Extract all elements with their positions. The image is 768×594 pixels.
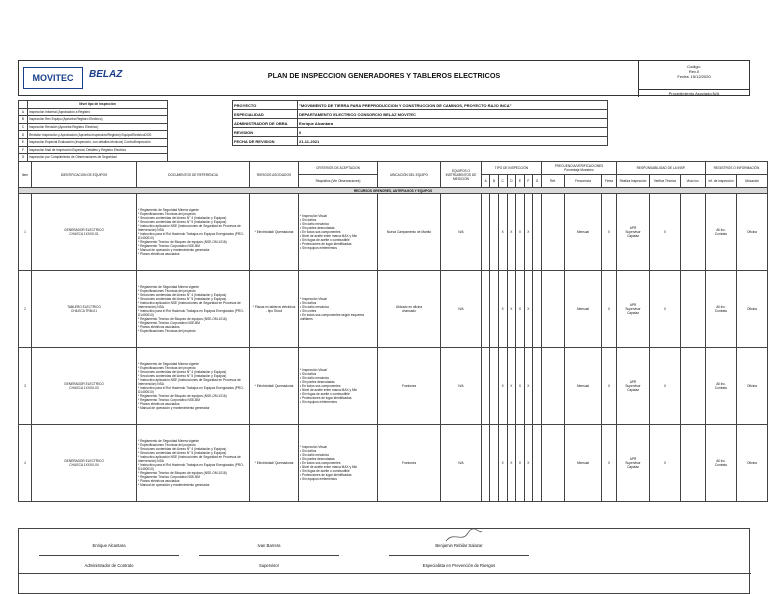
project-row — [233, 101, 608, 110]
cell-tipo: X — [507, 194, 516, 271]
col-documentos: DOCUMENTOS DE REFERENCIA — [137, 162, 250, 188]
cell-informe: All Inc. Contrato — [706, 425, 737, 502]
signatory-name: Enrique Alcantara — [92, 543, 126, 548]
levels-title: Nivel tipo de Inspección — [28, 101, 168, 109]
cell-tipo: X — [498, 425, 507, 502]
cell-tipo: X — [507, 348, 516, 425]
level-code: E — [19, 138, 28, 146]
level-row — [19, 108, 168, 116]
cell-firma: X — [602, 194, 617, 271]
col-ubicacion: UBICACIÓN DEL EQUIPO — [378, 162, 441, 188]
col-riesgos: RIESGOS ASOCIADOS — [250, 162, 299, 188]
signature-line — [199, 555, 339, 556]
code-box — [638, 61, 749, 97]
project-row — [233, 110, 608, 119]
project-value: "MOVIMIENTO DE TIERRA PARA PREPRODUCCION Y CONSTRUCCION DE CAMINOS, PROYECTO RAJO INCA" — [298, 101, 608, 110]
cell-tipo — [482, 348, 490, 425]
cell-riesgos: * Electricidad/ Quemaduras — [250, 348, 299, 425]
signatory-role: Supervisor — [258, 563, 279, 568]
cell-tipo — [482, 425, 490, 502]
signatory-role: Especialista en Prevención de Riesgos — [422, 563, 496, 568]
cell-ubic: Oficina — [737, 271, 768, 348]
level-description: Inspección Revisión (Aprueba Registro Electrico) — [28, 123, 168, 131]
level-description: Inspección por Cumplimiento de Observaciones de Seguridad — [28, 154, 168, 162]
cell-documentos: * Reglamento de Seguridad Minera vigente * Especificaciones Técnicas del proyecto * Secciones contenidas del Anexo N° 4 (Instalación y Equipos) * Secciones contenidas del Anexo N° 5 (Instalación y Equipos) * Instructivo aplicación NSE (Instrucciones de Seguridad en Procesos de Intervención) NSA * Instructivo para el Rol Haciendo Trabajos en Equipos Energizados (PRO-D1400010) * Reglamento Técnico de Bloqueo de equipos (NSE-OM-1016) * Reglamento Técnico Corporativo NSE-BM * Planos eléctricos asociados * Manual de operación y mantenimiento generador — [137, 425, 250, 502]
table-row — [19, 348, 768, 425]
signature-line — [389, 555, 529, 556]
cell-frecuencia: Mensual — [565, 271, 602, 348]
document-sheet — [18, 60, 760, 594]
level-description: Revisión Inspección y Aprobación (Aprueba Inspección/Registro) Equipo/ElectricoDOS — [28, 131, 168, 139]
level-row — [19, 146, 168, 154]
cell-documentos: * Reglamento de Seguridad Minera vigente * Especificaciones Técnicas del proyecto * Secciones contenidas del Anexo N° 4 (Instalación y Equipos) * Secciones contenidas del Anexo N° 5 (Instalación y Equipos) * Instructivo aplicación NSE (Instrucciones de Seguridad en Procesos de Intervención) NSA * Instructivo para el Rol Haciendo Trabajos en Equipos Energizados (PRO-D1400010) * Reglamento Técnico de Bloqueo de equipos (NSE-OM-1016) * Reglamento Técnico Corporativo NSE-BM * Planos eléctricos asociados * Manual de operación y mantenimiento generador — [137, 348, 250, 425]
cell-frecuencia: Mensual — [565, 425, 602, 502]
cell-frecuencia: Mensual — [565, 194, 602, 271]
tipo-b: B — [490, 175, 498, 188]
col-criterios: CRITERIOS DE ACEPTACION — [299, 162, 378, 175]
tipo-g: G — [533, 175, 542, 188]
project-key: REVISION — [233, 128, 298, 137]
col-criterios-sub: Requisitos (Ver Observaciones) — [299, 175, 378, 188]
level-description: Inspección Especial Evaluación (Inspección, con detalles técnicos) Control/Inspección — [28, 138, 168, 146]
inspection-plan-table — [18, 161, 768, 502]
cell-ubic: Oficina — [737, 194, 768, 271]
project-row — [233, 137, 608, 146]
cell-tipo: X — [507, 271, 516, 348]
resp-realiza: Realiza Inspección — [617, 175, 650, 188]
cell-equipos: N/A — [441, 271, 482, 348]
cell-item: 2 — [19, 271, 32, 348]
cell-tipo: X — [524, 194, 532, 271]
level-code: C — [19, 123, 28, 131]
cell-equipos: N/A — [441, 348, 482, 425]
levels-header-row — [19, 101, 168, 109]
col-frecuencia — [542, 162, 617, 175]
cell-tipo: X — [507, 425, 516, 502]
document-title: PLAN DE INSPECCION GENERADORES Y TABLEROS ELECTRICOS — [267, 71, 501, 80]
cell-firma: X — [602, 425, 617, 502]
project-value: DEPARTAMENTO ELECTRICO CONSORCIO BELAZ MOVITEC — [298, 110, 608, 119]
project-key: PROYECTO — [233, 101, 298, 110]
project-row — [233, 119, 608, 128]
cell-verifica: X — [650, 194, 681, 271]
level-code: D — [19, 131, 28, 139]
cell-identificacion: TABLERO ELECTRICO CHILECA TRM-01 — [32, 271, 137, 348]
tipo-c: C — [498, 175, 507, 188]
frecuencia-title: FRECUENCIA/VERIFICACIONES — [554, 164, 604, 168]
cell-ref — [542, 348, 565, 425]
frec-firma: Firma — [602, 175, 617, 188]
cell-item: 4 — [19, 425, 32, 502]
level-description: Inspección final de Inspección Especial, Detalles y Registro Electrico — [28, 146, 168, 154]
procedure-label: Procedimiento Asociado:N/A — [639, 89, 749, 97]
signatory-name: Benjamin Rebilar Salazar — [435, 543, 483, 548]
level-row — [19, 123, 168, 131]
cell-criterios: * Inspección Visual • Sin daños • Sin daño mecánico • Sin partes desnudadas • En todos sus componentes • Nivel de aceite entre marca MAX y Min • Sin fugas de aceite o combustible • Protecciones de lugar identificadas • Sin equipos e/elementos — [299, 194, 378, 271]
cell-tipo — [490, 425, 498, 502]
project-key: FECHA DE REVISION — [233, 137, 298, 146]
cell-frecuencia: Mensual — [565, 348, 602, 425]
cell-tipo — [533, 425, 542, 502]
cell-criterios: * Inspección Visual • Sin daños • Sin daño mecánico • Sin partes desnudadas • En todos sus componentes • Nivel de aceite entre marca MAX y Min • Sin fugas de aceite o combustible • Protecciones de lugar identificadas • Sin equipos e/elementos — [299, 348, 378, 425]
col-identificacion: IDENTIFICACION DE EQUIPOS — [32, 162, 137, 188]
cell-visto — [681, 425, 706, 502]
document-header — [18, 60, 750, 96]
signature-line — [39, 555, 179, 556]
section-title: RECURSOS GRENORES, ANTEPIAGOS Y EQUIPOS — [19, 188, 768, 194]
level-code: B — [19, 116, 28, 124]
cell-ubicacion: Frontones — [378, 425, 441, 502]
frecuencia-sub: Porcentaje Muestreo — [564, 168, 594, 172]
cell-tipo: X — [524, 271, 532, 348]
cell-ubic: Oficina — [737, 425, 768, 502]
cell-item: 1 — [19, 194, 32, 271]
cell-visto — [681, 194, 706, 271]
reg-informe: Inf. de Inspección — [706, 175, 737, 188]
project-key: ADMINISTRADOR DE OBRA — [233, 119, 298, 128]
cell-firma: X — [602, 348, 617, 425]
frec-ref: Ref. — [542, 175, 565, 188]
cell-criterios: * Inspección Visual • Sin daños • Sin daño mecánico • Sin partes desnudadas • En todos sus componentes • Nivel de aceite entre marca MAX y Min • Sin fugas de aceite o combustible • Protecciones de lugar identificadas • Sin equipos e/elementos — [299, 425, 378, 502]
cell-tipo — [490, 271, 498, 348]
cell-visto — [681, 348, 706, 425]
handwritten-signature — [444, 529, 484, 543]
project-value: 21-11-2021 — [298, 137, 608, 146]
cell-tipo: X — [516, 194, 524, 271]
cell-firma: X — [602, 271, 617, 348]
project-value: 0 — [298, 128, 608, 137]
cell-informe: All Inc. Contrato — [706, 348, 737, 425]
code-label: Codigo: — [687, 64, 701, 69]
cell-tipo — [533, 194, 542, 271]
level-code: F — [19, 146, 28, 154]
cell-documentos: * Reglamento de Seguridad Minera vigente * Especificaciones Técnicas del proyecto * Secciones contenidas del Anexo N° 4 (Instalación y Equipos) * Secciones contenidas del Anexo N° 5 (Instalación y Equipos) * Instructivo aplicación NSE (Instrucciones de Seguridad en Procesos de Intervención) NSA * Instructivo para el Rol Haciendo Trabajos en Equipos Energizados (PRO-D1400010) * Reglamento Técnico de Bloqueo de equipos (NSE-OM-1016) * Reglamento Técnico Corporativo NSE-BM * Planos eléctricos asociados * Especificaciones Técnicas del proyecto — [137, 271, 250, 348]
inspection-levels-table — [18, 100, 168, 162]
company-logos — [23, 67, 149, 89]
level-row — [19, 116, 168, 124]
signature-block — [18, 528, 750, 594]
level-row — [19, 138, 168, 146]
cell-ref — [542, 271, 565, 348]
level-description: Inspección Rev Equipo (Aprueba Registro Electrico) — [28, 116, 168, 124]
cell-visto — [681, 271, 706, 348]
cell-realiza: APR Supervisor Capataz — [617, 425, 650, 502]
resp-verifica: Verifica Técnico — [650, 175, 681, 188]
cell-item: 3 — [19, 348, 32, 425]
cell-informe: All Inc. Contrato — [706, 271, 737, 348]
cell-tipo: X — [498, 194, 507, 271]
table-header-row — [19, 162, 768, 175]
cell-realiza: APR Supervisor Capataz — [617, 348, 650, 425]
cell-ubic: Oficina — [737, 348, 768, 425]
cell-tipo: X — [516, 348, 524, 425]
resp-visto: Visto Inc. — [681, 175, 706, 188]
cell-tipo — [482, 194, 490, 271]
belaz-logo: BELAZ — [89, 69, 123, 80]
cell-riesgos: * Electricidad/ Quemaduras — [250, 425, 299, 502]
cell-tipo — [533, 271, 542, 348]
level-code: A — [19, 108, 28, 116]
tipo-f: F — [524, 175, 532, 188]
cell-ref — [542, 194, 565, 271]
table-row — [19, 194, 768, 271]
tipo-a: A — [482, 175, 490, 188]
cell-ref — [542, 425, 565, 502]
cell-tipo: X — [516, 271, 524, 348]
col-equipos: EQUIPOS O INSTRUMENTOS DE MEDICIÓN — [441, 162, 482, 188]
tipo-e: E — [516, 175, 524, 188]
cell-ubicacion: Nueva Campamento de Mantto — [378, 194, 441, 271]
cell-riesgos: * Placas en tableros eléctricos - tipo Shoul — [250, 271, 299, 348]
cell-ubicacion: Ubicado en oficina chancado — [378, 271, 441, 348]
cell-tipo — [533, 348, 542, 425]
cell-tipo — [490, 348, 498, 425]
cell-verifica: X — [650, 425, 681, 502]
cell-ubicacion: Frontones — [378, 348, 441, 425]
cell-identificacion: GENERADOR ELECTRICO CHILECA 1XXXX-01 — [32, 194, 137, 271]
cell-verifica: X — [650, 271, 681, 348]
cell-tipo: X — [498, 348, 507, 425]
reg-ubicacion: Ubicación — [737, 175, 768, 188]
frec-frecuencia: Frecuencia — [565, 175, 602, 188]
cell-realiza: APR Supervisor Capataz — [617, 271, 650, 348]
signatory-role: Administrador de Contrato — [84, 563, 134, 568]
cell-identificacion: GENERADOR ELECTRICO CHILECA 1XXXX-04 — [32, 425, 137, 502]
level-row — [19, 131, 168, 139]
col-registros: REGISTROS O INFORMACIÓN — [706, 162, 768, 175]
project-info-table — [232, 100, 608, 146]
table-row — [19, 271, 768, 348]
revision-label: Rev.0 — [688, 69, 700, 74]
cell-tipo — [490, 194, 498, 271]
cell-tipo — [482, 271, 490, 348]
signature-divider — [19, 573, 751, 574]
movitec-logo: MOVITEC — [23, 67, 83, 89]
cell-documentos: * Reglamento de Seguridad Minera vigente * Especificaciones Técnicas del proyecto * Secciones contenidas del Anexo N° 4 (Instalación y Equipos) * Secciones contenidas del Anexo N° 5 (Instalación y Equipos) * Instructivo aplicación NSE (Instrucciones de Seguridad en Procesos de Intervención) NSA * Instructivo para el Rol Haciendo Trabajos en Equipos Energizados (PRO-D1400010) * Reglamento Técnico de Bloqueo de equipos (NSE-OM-1016) * Reglamento Técnico Corporativo NSE-BM * Manual de operación y mantenimiento generador * Planos eléctricos asociados — [137, 194, 250, 271]
date-label: Fecha: 15/12/2020 — [677, 74, 711, 79]
project-value: Enrique Alcantara — [298, 119, 608, 128]
tipo-d: D — [507, 175, 516, 188]
signatory-name: Ivan Barrera — [257, 543, 281, 548]
cell-informe: All Inc. Contrato — [706, 194, 737, 271]
col-tipo-inspeccion: TIPO DE INSPECCIÓN — [482, 162, 542, 175]
project-key: ESPECIALIDAD — [233, 110, 298, 119]
cell-realiza: APR Supervisor Capataz — [617, 194, 650, 271]
cell-tipo: X — [498, 271, 507, 348]
levels-header-blank — [19, 101, 28, 109]
cell-tipo: X — [524, 348, 532, 425]
cell-tipo: X — [524, 425, 532, 502]
cell-equipos: N/A — [441, 425, 482, 502]
col-item: Item — [19, 162, 32, 188]
cell-equipos: N/A — [441, 194, 482, 271]
project-row — [233, 128, 608, 137]
cell-criterios: * Inspección Visual • Sin daños • Sin daño mecánico • Sin cortes • En todos sus componentes según esquema unifilares — [299, 271, 378, 348]
cell-tipo: X — [516, 425, 524, 502]
cell-identificacion: GENERADOR ELECTRICO CHILECA 1XXXX-03 — [32, 348, 137, 425]
level-code: G — [19, 154, 28, 162]
cell-riesgos: * Electricidad/ Quemaduras — [250, 194, 299, 271]
level-description: Inspección Informal (Aprobación a Registro — [28, 108, 168, 116]
col-responsabilidad: RESPONSABILIDAD DE LA INSP. — [617, 162, 706, 175]
table-row — [19, 425, 768, 502]
cell-verifica: X — [650, 348, 681, 425]
